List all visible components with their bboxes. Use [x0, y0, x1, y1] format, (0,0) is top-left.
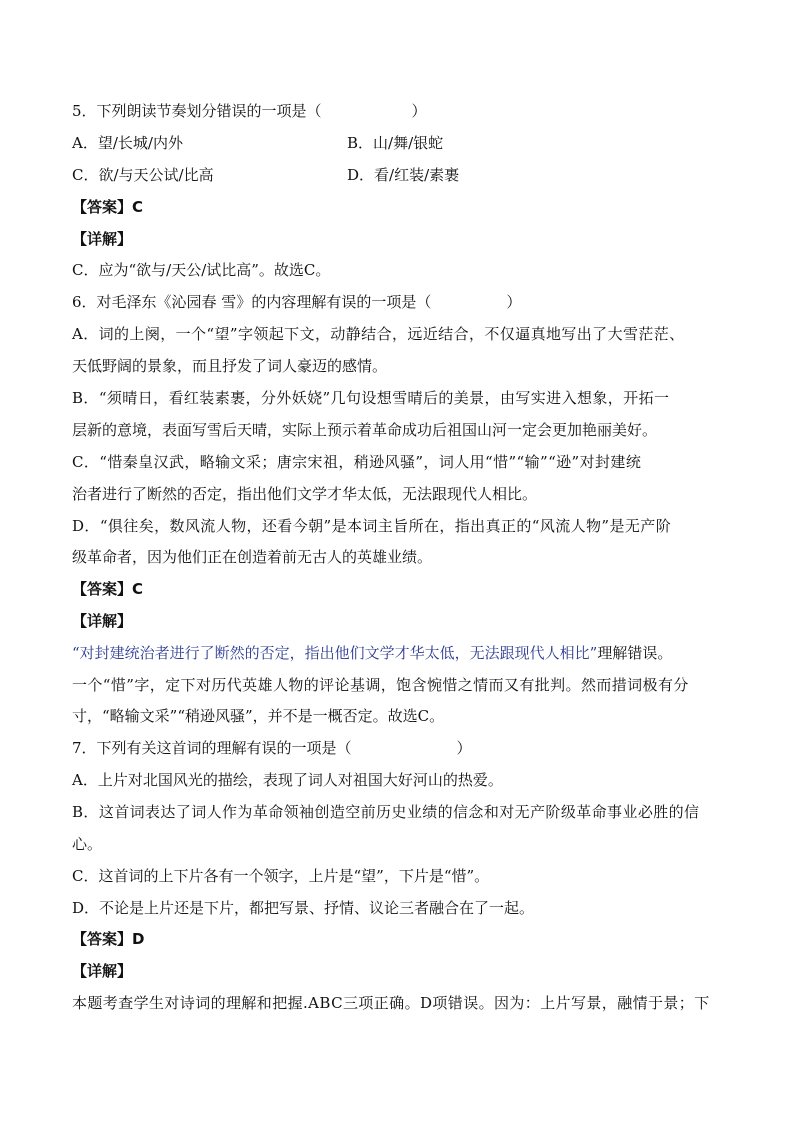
- q6-detail-line2: 一个“惜”字，定下对历代英雄人物的评论基调，饱含惋惜之情而又有批判。然而措词极有分: [72, 676, 689, 694]
- q5-answer: 【答案】C: [72, 198, 144, 216]
- q6-option-c-line2: 治者进行了断然的否定，指出他们文学才华太低，无法跟现代人相比。: [72, 485, 538, 503]
- q6-stem: 6．对毛泽东《沁园春 雪》的内容理解有误的一项是（ ）: [72, 293, 522, 311]
- q5-detail-text: C．应为“欲与/天公/试比高”。故选C。: [72, 261, 331, 279]
- q7-option-d: D．不论是上片还是下片，都把写景、抒情、议论三者融合在了一起。: [72, 899, 535, 917]
- q6-option-d-line1: D．“俱往矣，数风流人物，还看今朝”是本词主旨所在，指出真正的“风流人物”是无产阶: [72, 517, 672, 535]
- q6-option-b-line1: B．“须晴日，看红装素裹，分外妖娆”几句设想雪晴后的美景，由写实进入想象，开拓一: [72, 389, 670, 407]
- q6-detail-label: 【详解】: [72, 612, 133, 630]
- q6-detail-line3: 寸，“略输文采”“稍逊风骚”，并不是一概否定。故选C。: [72, 707, 445, 725]
- q6-detail-quote: “对封建统治者进行了断然的否定，指出他们文学才华太低，无法跟现代人相比”: [72, 644, 598, 662]
- q7-option-b-line2: 心。: [72, 835, 103, 853]
- q7-option-c: C．这首词的上下片各有一个领字，上片是“望”，下片是“惜”。: [72, 867, 490, 885]
- q7-option-b-line1: B．这首词表达了词人作为革命领袖创造空前历史业绩的信念和对无产阶级革命事业必胜的信: [72, 803, 700, 821]
- q6-answer: 【答案】C: [72, 580, 144, 598]
- q5-detail-label: 【详解】: [72, 230, 133, 248]
- q5-option-a: A．望/长城/内外: [72, 134, 183, 152]
- q6-option-a-line1: A．词的上阕，一个“望”字领起下文，动静结合，远近结合，不仅逼真地写出了大雪茫茫、: [72, 325, 685, 343]
- q5-option-c: C．欲/与天公试/比高: [72, 166, 214, 184]
- q7-detail-line1: 本题考查学生对诗词的理解和把握.ABC三项正确。D项错误。因为：上片写景，融情于景；下: [72, 994, 710, 1012]
- q5-option-b: B．山/舞/银蛇: [347, 134, 444, 152]
- q7-stem: 7．下列有关这首词的理解有误的一项是（ ）: [72, 739, 472, 757]
- q7-answer: 【答案】D: [72, 930, 145, 948]
- q6-option-d-line2: 级革命者，因为他们正在创造着前无古人的英雄业绩。: [72, 548, 433, 566]
- q6-detail-line1: [72, 643, 672, 663]
- q7-option-a: A．上片对北国风光的描绘，表现了词人对祖国大好河山的热爱。: [72, 771, 503, 789]
- q6-option-b-line2: 层新的意境，表面写雪后天晴，实际上预示着革命成功后祖国山河一定会更加艳丽美好。: [72, 421, 658, 439]
- q6-option-c-line1: C．“惜秦皇汉武，略输文采；唐宗宋祖，稍逊风骚”，词人用“惜”“输”“逊”对封建统: [72, 453, 642, 471]
- q5-stem: 5．下列朗读节奏划分错误的一项是（ ）: [72, 102, 427, 120]
- q5-option-d: D．看/红装/素裹: [347, 166, 460, 184]
- q6-detail-quote-tail: 理解错误。: [597, 644, 673, 662]
- q6-option-a-line2: 天低野阔的景象，而且抒发了词人豪迈的感情。: [72, 357, 388, 375]
- q7-detail-label: 【详解】: [72, 962, 133, 980]
